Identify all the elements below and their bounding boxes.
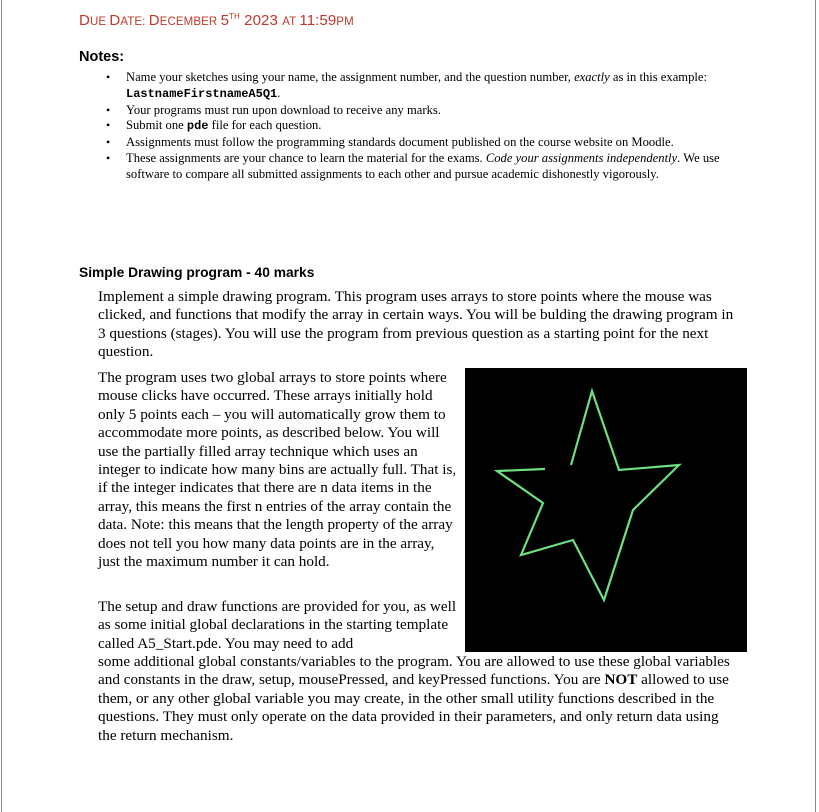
intro-paragraph: Implement a simple drawing program. This program uses arrays to store points where the mouse was clicked, and functions that modify the array in certain ways. You will be bulding the drawing program in 3 questions (stages). You will use the program from previous question as a starting point for the next question. — [98, 288, 734, 361]
globals-paragraph: some additional global constants/variables to the program. You are allowed to use these global variables and constants in the draw, setup, mousePressed, and keyPressed functions. You are NOT allowed to use them, or any other global variable you may create, in the other small utility functions described in the questions. They must only operate on the data provided in their parameters, and only return data using the return mechanism. — [98, 653, 730, 744]
bullet-icon: • — [106, 118, 111, 133]
notes-list — [92, 70, 732, 183]
star-drawing-canvas — [465, 368, 747, 652]
list-item: • Name your sketches using your name, the assignment number, and the question number, exactly as in this example: LastnameFirstnameA5Q1. — [106, 70, 707, 101]
notes-heading: Notes: — [79, 49, 125, 65]
list-item: • These assignments are your chance to learn the material for the exams. Code your assignments independently. We use software to compare all submitted assignments to each other and pursue academic dishonestly vigorously. — [106, 150, 720, 181]
list-item: • Submit one pde file for each question. — [106, 118, 322, 134]
due-date: DUE DATE: DECEMBER 5TH 2023 AT 11:59PM — [79, 12, 354, 29]
arrays-paragraph: The program uses two global arrays to store points where mouse clicks have occurred. These arrays initially hold only 5 points each – you will automatically grow them to accommodate more points, as described below. You will use the partially filled array technique which uses an integer to indicate how many bins are actually full. That is, if the integer indicates that there are n data items in the array, this means the first n entries of the array contain the data. Note: this means that the length property of the array does not tell you how many data points are in the array, just the maximum number it can hold. — [98, 369, 457, 571]
bullet-icon: • — [106, 70, 111, 84]
bullet-icon: • — [106, 102, 111, 117]
setup-paragraph: The setup and draw functions are provided for you, as well as some initial global declarations in the starting template called A5_Start.pde. You may need to add — [98, 598, 457, 652]
bullet-icon: • — [106, 150, 111, 165]
star-outline — [497, 391, 679, 600]
list-item: • Your programs must run upon download to receive any marks. — [106, 102, 441, 117]
list-item: • Assignments must follow the programming standards document published on the course website on Moodle. — [106, 135, 674, 150]
section-heading: Simple Drawing program - 40 marks — [79, 265, 315, 280]
bullet-icon: • — [106, 135, 111, 150]
star-drawing-figure — [465, 368, 747, 652]
